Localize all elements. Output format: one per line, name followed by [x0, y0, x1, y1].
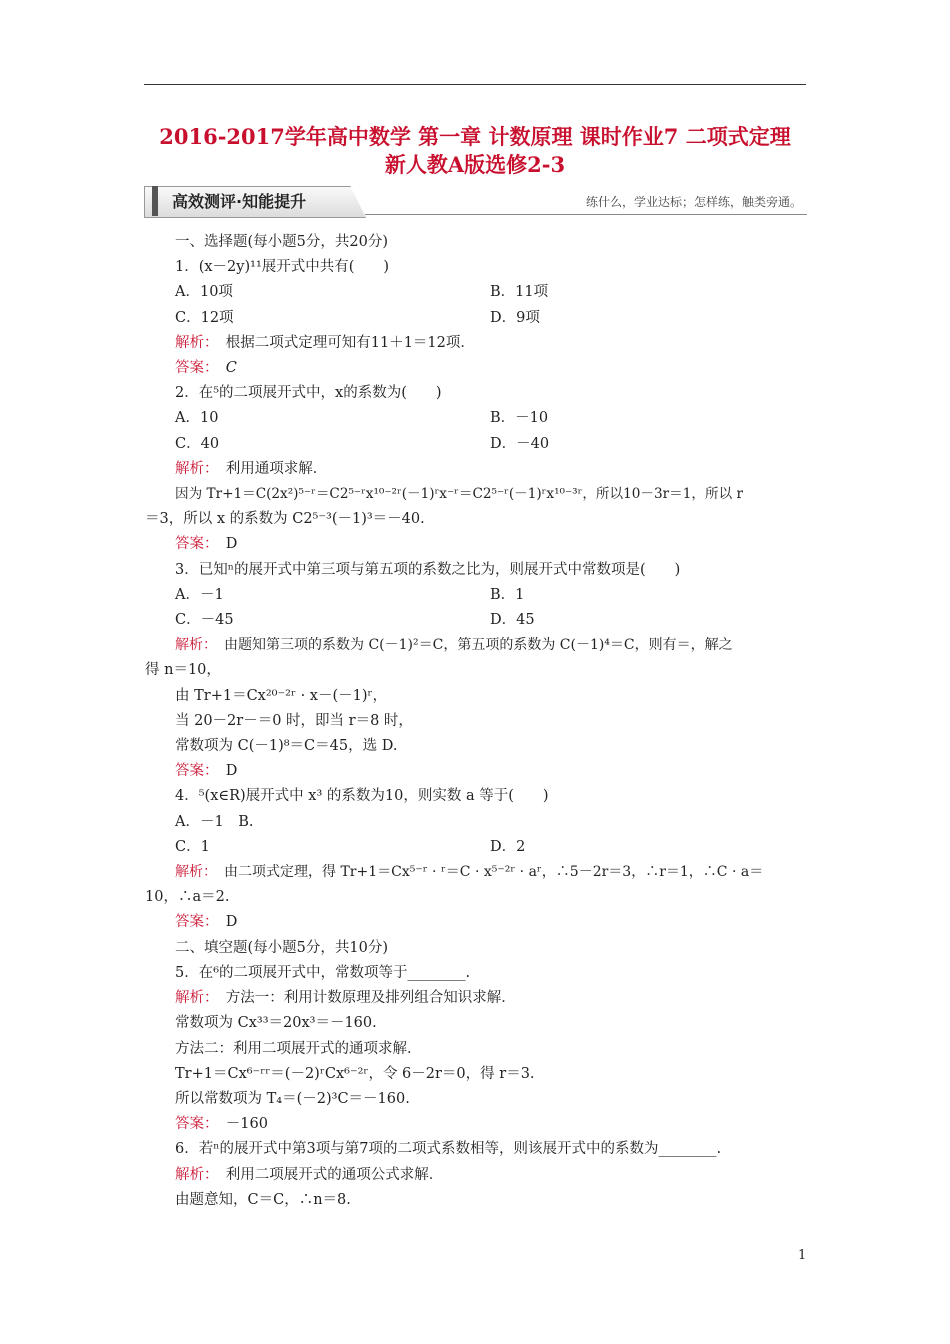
option: C．1	[175, 838, 210, 855]
banner-slogan: 练什么，学业达标；怎样练，触类旁通。	[585, 195, 802, 209]
solution-label: 解析：	[175, 1166, 212, 1183]
banner-label: 高效测评·知能提升	[172, 192, 307, 211]
option-row	[145, 432, 809, 457]
solution-line: 方法二：利用二项展开式的通项求解．	[175, 1040, 422, 1057]
option: C．－45	[175, 612, 234, 629]
option: D．2	[490, 838, 526, 855]
answer-label: 答案：	[175, 360, 212, 377]
solution-line	[145, 860, 809, 885]
solution-line: 10，∴a＝2.	[145, 889, 230, 906]
option: A．10	[175, 410, 219, 427]
option-row	[145, 608, 809, 633]
solution-line: 所以常数项为 T₄＝(－2)³C＝－160.	[175, 1090, 410, 1107]
option: B．11项	[490, 284, 549, 301]
solution-text: 利用通项求解．	[225, 460, 328, 477]
doc-title-line1: 2016-2017学年高中数学 第一章 计数原理 课时作业7 二项式定理	[159, 124, 791, 149]
solution-text: 利用二项展开式的通项公式求解．	[225, 1166, 444, 1183]
option-row	[145, 835, 809, 860]
solution-line	[145, 1163, 809, 1188]
answer-line	[145, 1112, 809, 1137]
answer-line	[145, 356, 809, 381]
option-row	[145, 306, 809, 331]
solution-line	[145, 331, 809, 356]
question-stem: 6．若ⁿ的展开式中第3项与第7项的二项式系数相等，则该展开式中的系数为________.	[175, 1141, 722, 1158]
answer-line	[145, 532, 809, 557]
solution-label: 解析：	[175, 637, 210, 654]
answer-line	[145, 759, 809, 784]
document-body	[145, 230, 809, 1213]
option: A．－1	[175, 586, 224, 603]
solution-line: 得 n＝10，	[145, 662, 221, 679]
solution-line	[145, 633, 809, 658]
solution-label: 解析：	[175, 334, 212, 351]
answer-label: 答案：	[175, 536, 212, 553]
option: A．10项	[175, 284, 233, 301]
question-stem: 2．在⁵的二项展开式中，x的系数为( )	[175, 385, 442, 402]
answer-value: D	[225, 763, 238, 780]
solution-text: 方法一：利用计数原理及排列组合知识求解．	[225, 990, 516, 1007]
option: B．－10	[490, 410, 549, 427]
section-heading: 二、填空题(每小题5分，共10分)	[175, 939, 388, 956]
solution-text: 由题知第三项的系数为 C(－1)²＝C，第五项的系数为 C(－1)⁴＝C，则有＝，解之	[224, 637, 733, 654]
solution-line	[145, 457, 809, 482]
answer-value: D	[225, 914, 238, 931]
doc-title-line2: 新人教A版选修2-3	[384, 152, 566, 177]
option-row	[145, 810, 809, 835]
option: C．12项	[175, 309, 234, 326]
question-stem: 1．(x－2y)¹¹展开式中共有( )	[175, 259, 390, 276]
option: D．－40	[490, 435, 550, 452]
solution-line: 因为 Tr+1＝C(2x²)⁵⁻ʳ＝C2⁵⁻ʳx¹⁰⁻²ʳ(－1)ʳx⁻ʳ＝C2⁵⁻ʳ(－1)ʳx¹⁰⁻³ʳ，所以10－3r＝1，所以 r	[175, 486, 743, 503]
option: D．9项	[490, 309, 540, 326]
answer-label: 答案：	[175, 914, 212, 931]
solution-line: Tr+1＝Cx⁶⁻ʳʳ＝(－2)ʳCx⁶⁻²ʳ，令 6－2r＝0，得 r＝3.	[175, 1065, 535, 1082]
answer-value: C	[225, 360, 237, 377]
solution-line: 当 20－2r－＝0 时，即当 r＝8 时，	[175, 712, 413, 729]
solution-line: 常数项为 Cx³³＝20x³＝－160.	[175, 1015, 377, 1032]
option-row	[145, 406, 809, 431]
answer-line	[145, 910, 809, 935]
option: C．40	[175, 435, 220, 452]
option: B．1	[490, 586, 525, 603]
section-heading: 一、选择题(每小题5分，共20分)	[175, 234, 388, 250]
answer-label: 答案：	[175, 763, 212, 780]
page-number: 1	[798, 1248, 807, 1263]
solution-label: 解析：	[175, 460, 212, 477]
header-rule	[144, 84, 806, 85]
option-row	[145, 583, 809, 608]
solution-label: 解析：	[175, 990, 212, 1007]
solution-label: 解析：	[175, 864, 210, 881]
solution-line: ＝3，所以 x 的系数为 C2⁵⁻³(－1)³＝－40.	[145, 511, 425, 528]
solution-line: 由 Tr+1＝Cx²⁰⁻²ʳ · x－(－1)ʳ，	[175, 687, 388, 704]
answer-label: 答案：	[175, 1116, 212, 1133]
question-stem: 3．已知ⁿ的展开式中第三项与第五项的系数之比为，则展开式中常数项是( )	[175, 561, 681, 578]
solution-line: 由题意知，C＝C，∴n＝8.	[175, 1191, 351, 1208]
banner-rule	[365, 214, 807, 215]
banner-accent-bar	[152, 186, 158, 216]
option: A．－1 B.	[175, 813, 254, 830]
question-stem: 5．在⁶的二项展开式中，常数项等于________.	[175, 964, 471, 981]
answer-value: D	[225, 536, 238, 553]
answer-value: －160	[225, 1116, 268, 1133]
option-row	[145, 280, 809, 305]
solution-text: 由二项式定理，得 Tr+1＝Cx⁵⁻ʳ · ʳ＝C · x⁵⁻²ʳ · aʳ，∴5－2r＝3，∴r＝1，∴C · a＝	[224, 864, 764, 881]
option: D．45	[490, 612, 535, 629]
solution-line	[145, 986, 809, 1011]
solution-text: 根据二项式定理可知有11＋1＝12项．	[225, 334, 475, 351]
solution-line: 常数项为 C(－1)⁸＝C＝45，选 D.	[175, 738, 398, 755]
question-stem: 4．⁵(x∈R)展开式中 x³ 的系数为10，则实数 a 等于( )	[175, 788, 549, 805]
